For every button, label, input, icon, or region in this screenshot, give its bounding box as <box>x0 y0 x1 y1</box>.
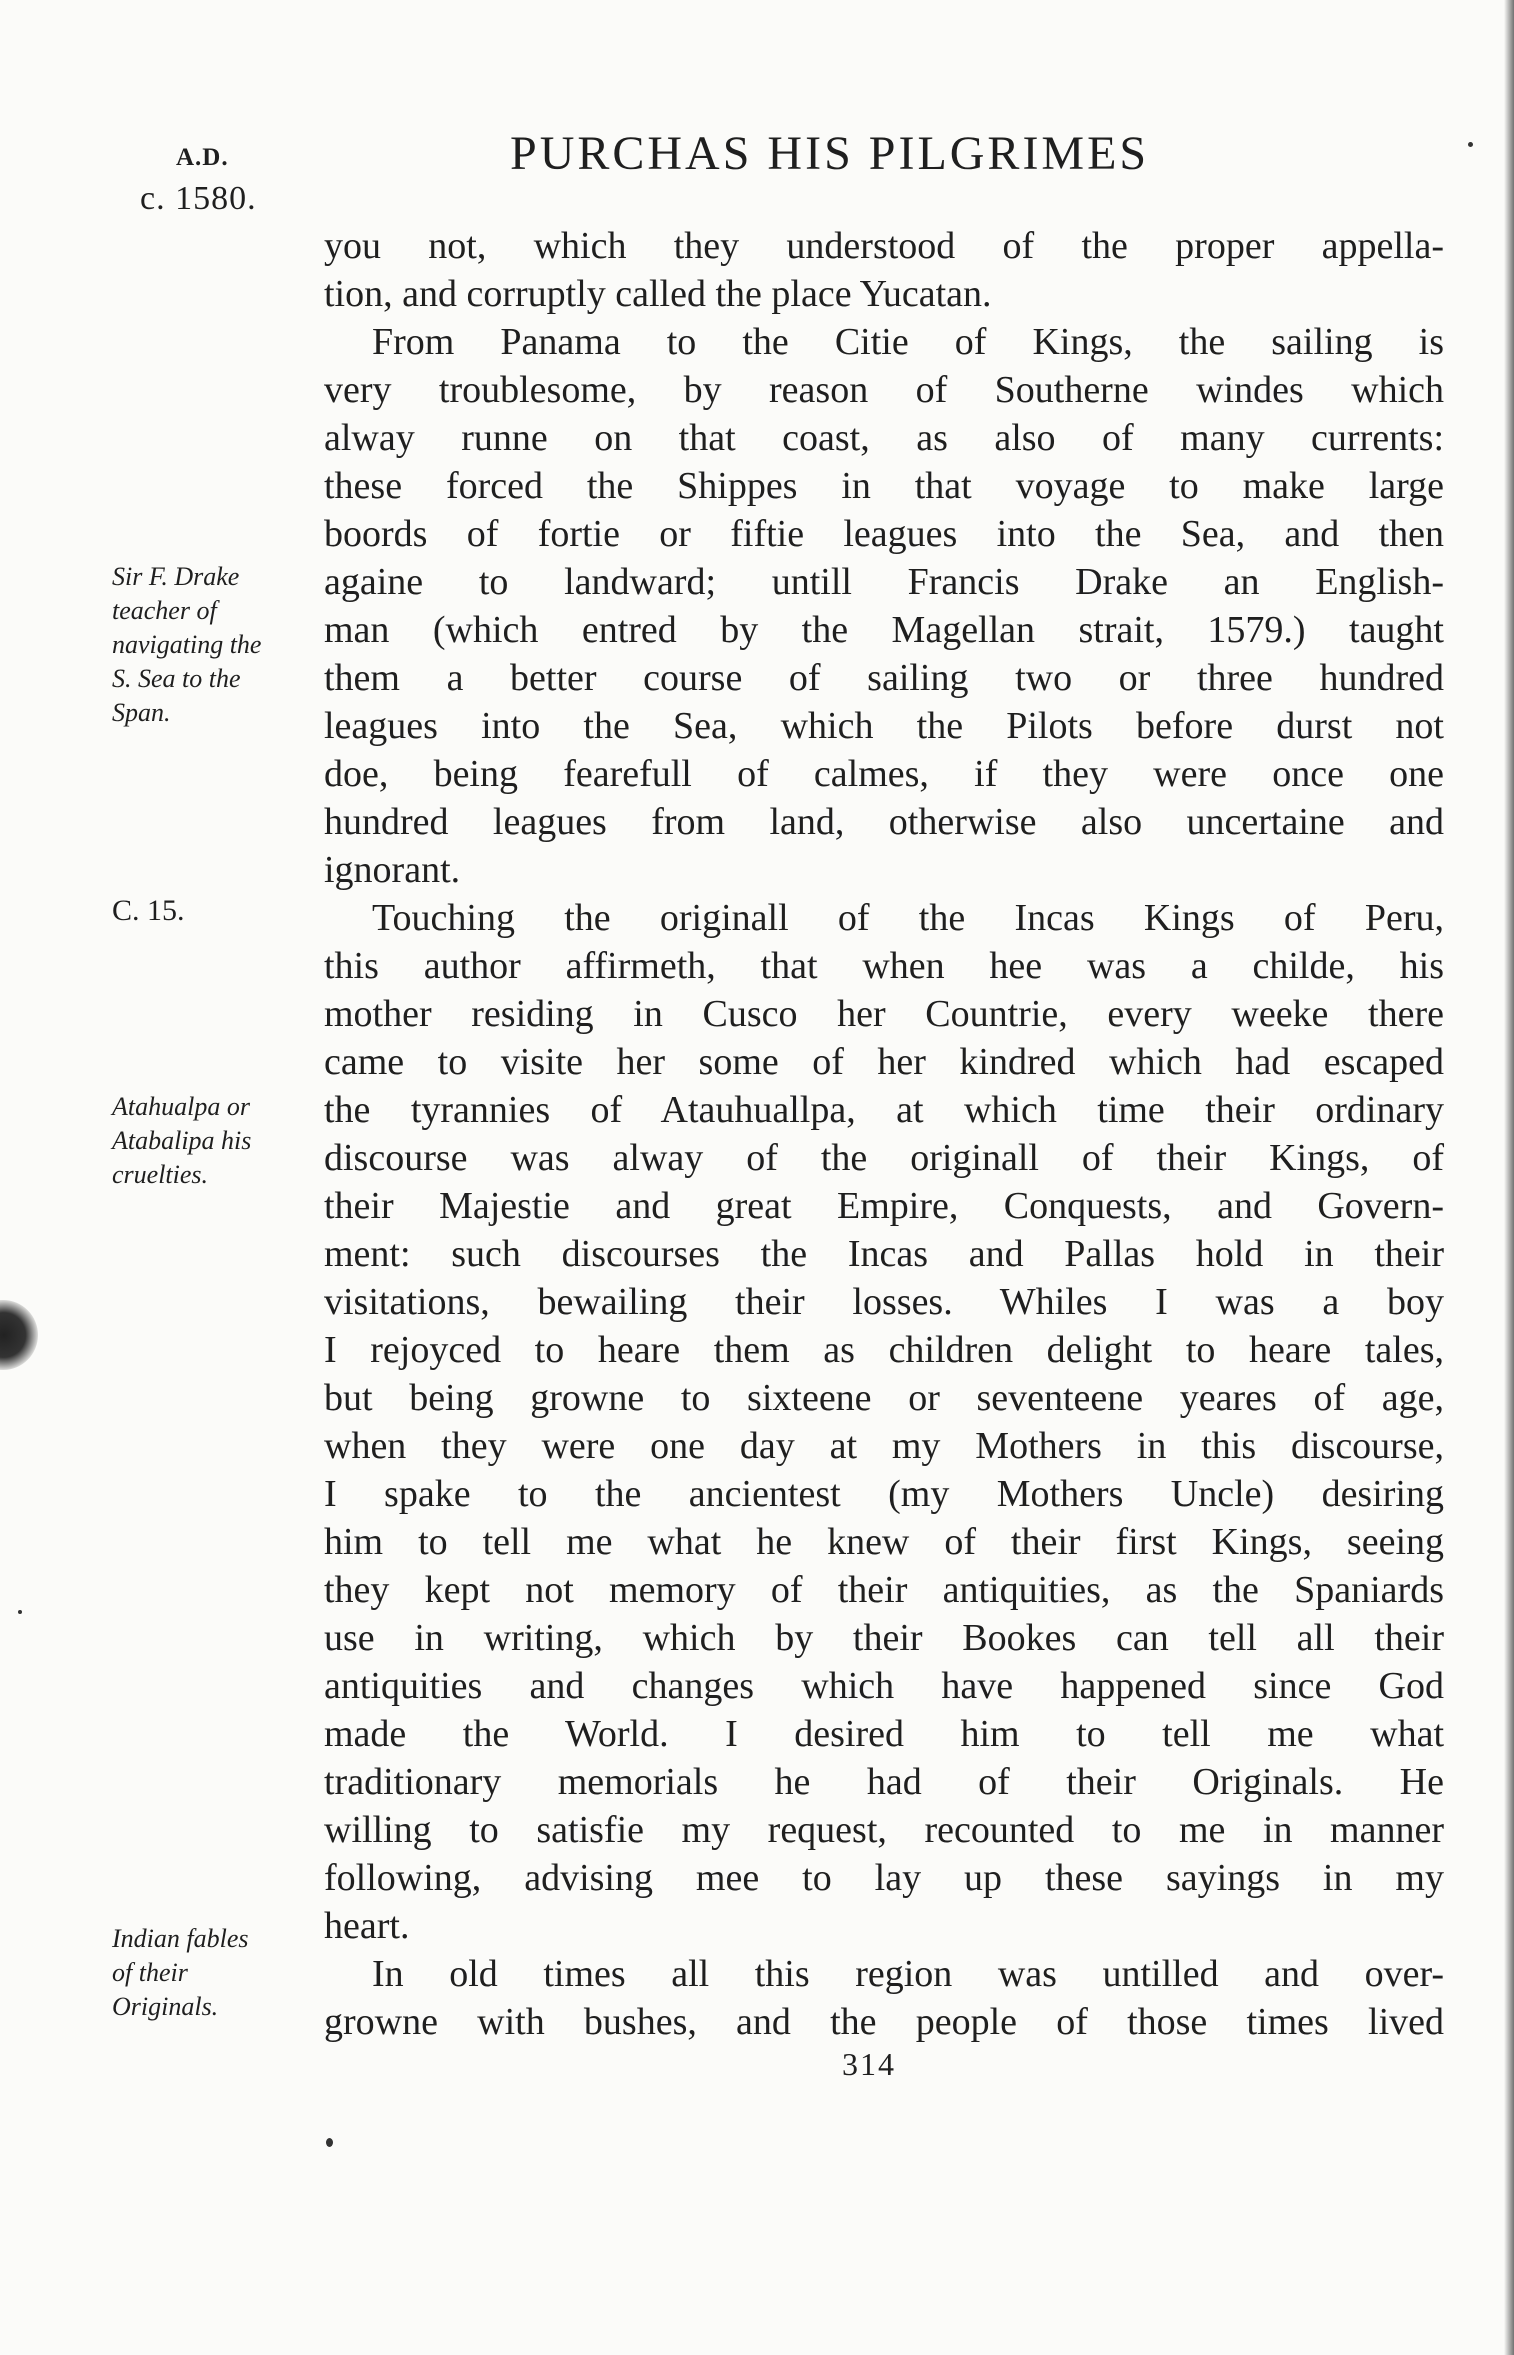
header-era: A.D. <box>176 144 229 171</box>
body-text <box>324 222 1444 2046</box>
sidenote-line: Atabalipa his <box>112 1126 252 1155</box>
text-line: when they were one day at my Mothers in this discourse, <box>324 1425 1444 1467</box>
sidenote-line: of their <box>112 1958 188 1987</box>
text-line: very troublesome, by reason of Southerne windes which <box>324 369 1444 411</box>
text-line: Touching the originall of the Incas Kings of Peru, <box>372 897 1444 939</box>
text-line: made the World. I desired him to tell me what <box>324 1713 1444 1755</box>
text-line: leagues into the Sea, which the Pilots before durst not <box>324 705 1444 747</box>
text-line: growne with bushes, and the people of those times lived <box>324 2001 1444 2043</box>
text-line: these forced the Shippes in that voyage to make large <box>324 465 1444 507</box>
sidenote-line: Span. <box>112 698 171 727</box>
text-line: you not, which they understood of the proper appella- <box>324 225 1444 267</box>
text-line: heart. <box>324 1905 410 1947</box>
sidenote-line: Originals. <box>112 1992 219 2021</box>
header-year: c. 1580. <box>140 180 257 217</box>
text-line: traditionary memorials he had of their Originals. He <box>324 1761 1444 1803</box>
text-line: man (which entred by the Magellan strait, 1579.) taught <box>324 609 1444 651</box>
text-line: visitations, bewailing their losses. Whiles I was a boy <box>324 1281 1444 1323</box>
text-line: againe to landward; untill Francis Drake an English- <box>324 561 1444 603</box>
text-line: them a better course of sailing two or three hundred <box>324 657 1444 699</box>
text-line: ignorant. <box>324 849 461 891</box>
text-line: this author affirmeth, that when hee was a childe, his <box>324 945 1444 987</box>
sidenote-fables <box>112 1922 249 2024</box>
page-number: 314 <box>842 2046 896 2082</box>
text-line: came to visite her some of her kindred which had escaped <box>324 1041 1444 1083</box>
scan-speck <box>18 1610 22 1614</box>
text-line: alway runne on that coast, as also of many currents: <box>324 417 1444 459</box>
sidenote-line: S. Sea to the <box>112 664 241 693</box>
text-line: hundred leagues from land, otherwise also uncertaine and <box>324 801 1444 843</box>
text-line: I rejoyced to heare them as children delight to heare tales, <box>324 1329 1444 1371</box>
text-line: him to tell me what he knew of their first Kings, seeing <box>324 1521 1444 1563</box>
text-line: In old times all this region was untilled and over- <box>372 1953 1444 1995</box>
text-line: willing to satisfie my request, recounted to me in manner <box>324 1809 1444 1851</box>
text-line: the tyrannies of Atauhuallpa, at which time their ordinary <box>324 1089 1444 1131</box>
text-line: their Majestie and great Empire, Conquests, and Govern- <box>324 1185 1444 1227</box>
sidenote-line: Atahualpa or <box>112 1092 250 1121</box>
sidenote-line: Indian fables <box>112 1924 249 1953</box>
text-line: discourse was alway of the originall of their Kings, of <box>324 1137 1444 1179</box>
text-line: ment: such discourses the Incas and Pallas hold in their <box>324 1233 1444 1275</box>
text-line: doe, being fearefull of calmes, if they were once one <box>324 753 1444 795</box>
text-line: I spake to the ancientest (my Mothers Uncle) desiring <box>324 1473 1444 1515</box>
scan-speck <box>1468 142 1473 147</box>
text-line: boords of fortie or fiftie leagues into the Sea, and then <box>324 513 1444 555</box>
text-line: they kept not memory of their antiquities, as the Spaniards <box>324 1569 1444 1611</box>
sidenote-line: cruelties. <box>112 1160 209 1189</box>
text-line: From Panama to the Citie of Kings, the sailing is <box>372 321 1444 363</box>
text-line: mother residing in Cusco her Countrie, every weeke there <box>324 993 1444 1035</box>
page-edge-shadow <box>1504 0 1514 2355</box>
text-line: antiquities and changes which have happened since God <box>324 1665 1444 1707</box>
text-line: but being growne to sixteene or seventeene yeares of age, <box>324 1377 1444 1419</box>
scan-speck <box>326 2138 333 2147</box>
sidenote-drake <box>112 560 261 730</box>
scan-thumb-mark <box>0 1300 38 1370</box>
sidenote-line: navigating the <box>112 630 262 659</box>
text-line: following, advising mee to lay up these sayings in my <box>324 1857 1444 1899</box>
sidenote-chapter: C. 15. <box>112 894 185 927</box>
sidenote-line: Sir F. Drake <box>112 562 240 591</box>
text-line: use in writing, which by their Bookes can tell all their <box>324 1617 1444 1659</box>
running-title: PURCHAS HIS PILGRIMES <box>510 127 1150 180</box>
sidenote-atahualpa <box>112 1090 251 1192</box>
text-line: tion, and corruptly called the place Yucatan. <box>324 273 992 315</box>
sidenote-line: teacher of <box>112 596 217 625</box>
